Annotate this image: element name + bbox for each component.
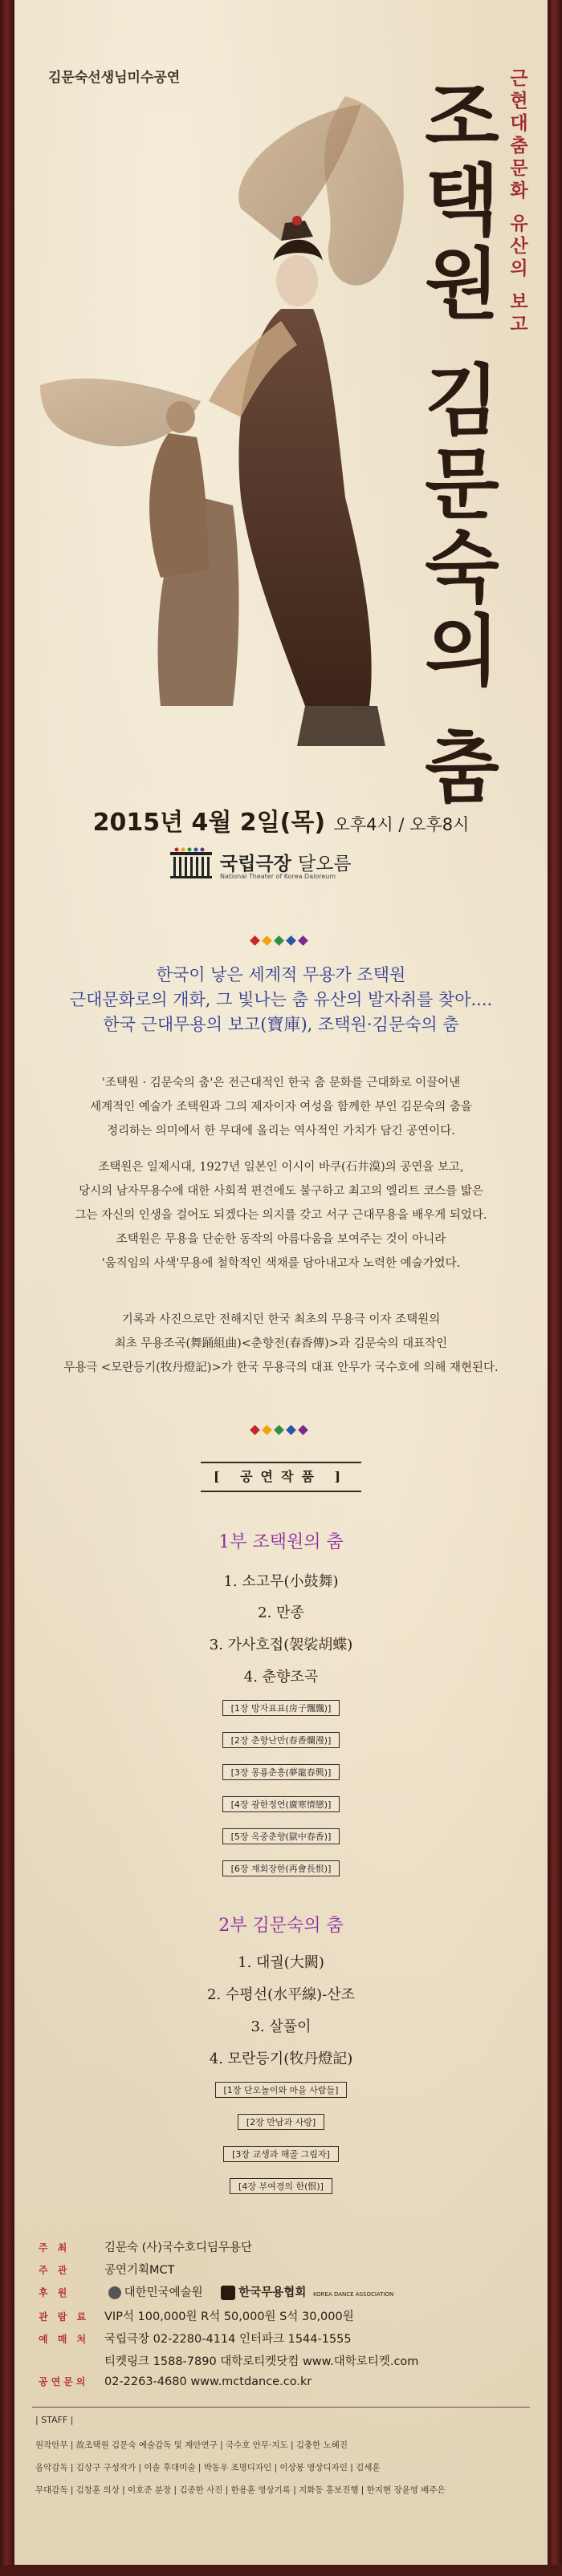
intro-lead	[14, 963, 548, 1037]
credit-value-2: 한국무용협회	[238, 2286, 307, 2299]
presenter-text: 김문숙선생님미수공연	[48, 70, 181, 86]
scene-row	[14, 1828, 548, 1844]
staff-line: 음악감독 | 김상구 구성작가 | 이솔 후대미술 | 박동우 조명디자인 | 이상봉 영상디자인 | 김세훈	[35, 2463, 381, 2473]
text-line: 정리하는 의미에서 한 무대에 올리는 역사적인 가치가 담긴 공연이다.	[107, 1125, 455, 1138]
program-item: 4. 모란등기(牧丹燈記)	[209, 2051, 353, 2067]
program-item: 1. 대궐(大闕)	[238, 1954, 324, 1971]
part2-title: 2부 김문숙의 춤	[218, 1916, 344, 1936]
scene-row	[14, 2145, 548, 2162]
credit-value: 공연기획MCT	[104, 2264, 175, 2277]
credit-ticket-price	[39, 2307, 354, 2324]
credit-key: 주 최	[39, 2242, 71, 2253]
performance-date: 2015년 4월 2일(목)	[92, 809, 326, 837]
credit-key: 후 원	[39, 2287, 71, 2298]
staff-box	[32, 2407, 530, 2542]
date-line	[14, 802, 548, 838]
text-line: 조택원은 무용을 단순한 동작의 아름다움을 보여주는 것이 아니라	[116, 1233, 446, 1246]
credit-value: 대한민국예술원	[124, 2286, 203, 2299]
performance-time: 오후4시 / 오후8시	[333, 815, 470, 834]
venue-hall: 달오름	[297, 854, 352, 874]
arts-academy-logo-icon	[108, 2286, 121, 2299]
program-item: 2. 만종	[258, 1604, 304, 1621]
lead-line: 한국 근대무용의 보고(寶庫), 조택원·김문숙의 춤	[103, 1015, 459, 1034]
venue-name	[220, 849, 352, 875]
scene-label: [5장 옥중춘향(獄中春香)]	[222, 1828, 340, 1844]
scene-row	[14, 2113, 548, 2130]
credit-key: 관 람 료	[39, 2311, 90, 2322]
text-line: 기록과 사진으로만 전해지던 한국 최초의 무용극 이자 조택원의	[121, 1313, 441, 1326]
program-item: 3. 가사호접(袈裟胡蝶)	[209, 1637, 353, 1653]
scene-label: [4장 부여경의 한(恨)]	[230, 2178, 332, 2194]
diamond-divider	[249, 1422, 313, 1431]
credit-booking	[39, 2330, 352, 2347]
scene-label: [3장 몽룡춘흥(夢龍春興)]	[222, 1764, 340, 1780]
text-line: 무용극 <모란등기(牧丹燈記)>가 한국 무용극의 대표 안무가 국수호에 의해 재현된다.	[63, 1361, 499, 1374]
scene-label: [3장 교생과 해골 그림자]	[223, 2146, 339, 2162]
credit-value-2-sub: KOREA DANCE ASSOCIATION	[312, 2291, 394, 2298]
diamond-divider	[249, 932, 313, 942]
scene-row	[14, 2081, 548, 2098]
credit-organizer	[39, 2238, 252, 2255]
credit-key: 주 관	[39, 2265, 71, 2276]
lead-line: 근대문화로의 개화, 그 빛나는 춤 유산의 발자취를 찾아....	[69, 990, 493, 1009]
credit-inquiry	[39, 2375, 312, 2388]
program-heading: [ 공연작품 ]	[201, 1462, 361, 1492]
main-title: 조택원 김문숙의 춤	[411, 76, 501, 810]
text-line: 조택원은 일제시대, 1927년 일본인 이시이 바쿠(石井漠)의 공연을 보고,	[98, 1161, 464, 1174]
credit-value: 02-2263-4680 www.mctdance.co.kr	[104, 2375, 312, 2388]
staff-line: 무대감독 | 김창훈 의상 | 이호준 분장 | 김종한 사진 | 한용훈 영상기록 | 지화동 홍보진행 | 한지현 장윤영 배주은	[35, 2485, 446, 2495]
scene-label: [1장 단오놀이와 마을 사람들]	[215, 2082, 348, 2098]
scene-label: [6장 재회장한(再會長恨)]	[222, 1860, 340, 1876]
program-item: 4. 춘향조곡	[243, 1669, 319, 1686]
dancer-illustration	[40, 80, 417, 754]
text-line: 세계적인 예술가 조택원과 그의 제자이자 여성을 함께한 부인 김문숙의 춤을	[90, 1101, 472, 1114]
intro-paragraph-2	[14, 1155, 548, 1276]
program-item: 3. 살풀이	[250, 2018, 312, 2035]
text-line: 최초 무용조곡(舞踊組曲)<춘향전(春香傳)>과 김문숙의 대표작인	[114, 1337, 448, 1350]
credit-value: 국립극장 02-2280-4114 인터파크 1544-1555	[104, 2333, 352, 2346]
intro-paragraph-3	[14, 1308, 548, 1380]
text-line: '조택원 · 김문숙의 춤'은 전근대적인 한국 춤 문화를 근대화로 이끌어낸	[101, 1077, 461, 1089]
venue-logo-text: 국립극장	[220, 854, 291, 874]
credit-key: 공연문의	[39, 2376, 89, 2387]
staff-line: 원작안무 | 故조택원 김문숙 예술감독 및 재안연구 | 국수호 안무·지도 | 김충한 노혜진	[35, 2440, 348, 2450]
scene-row	[14, 1731, 548, 1748]
text-line: '움직임의 사색'무용에 철학적인 색채를 담아내고자 노력한 예술가였다.	[101, 1257, 461, 1270]
left-frame-border	[0, 0, 14, 2576]
venue-english: National Theater of Korea Daloreum	[220, 873, 336, 880]
text-line: 그는 자신의 인생을 걸어도 되겠다는 의지를 갖고 서구 근대무용을 배우게 되었다.	[75, 1209, 487, 1222]
scene-row	[14, 1699, 548, 1716]
subtitle: 근현대춤문화 유산의 보고	[507, 68, 527, 337]
credit-management	[39, 2261, 175, 2278]
credit-value: 김문숙 (사)국수호디딤무용단	[104, 2241, 253, 2254]
credit-value: VIP석 100,000원 R석 50,000원 S석 30,000원	[104, 2310, 354, 2323]
lead-line: 한국이 낳은 세계적 무용가 조택원	[156, 965, 406, 984]
program-item: 1. 소고무(小鼓舞)	[223, 1573, 339, 1590]
program-item: 2. 수평선(水平線)-산조	[207, 1986, 355, 2003]
venue-logo	[161, 841, 401, 884]
right-frame-border	[548, 0, 562, 2576]
scene-label: [2장 춘향난만(春香爛漫)]	[222, 1732, 340, 1748]
scene-row	[14, 1763, 548, 1780]
bottom-frame-border	[0, 2565, 562, 2576]
scene-row	[14, 2177, 548, 2194]
scene-label: [4장 광한정연(廣寒情戀)]	[222, 1796, 340, 1812]
staff-label: | STAFF |	[35, 2415, 74, 2425]
text-line: 당시의 남자무용수에 대한 사회적 편견에도 불구하고 최고의 엘리트 코스를 밟은	[79, 1185, 483, 1198]
dance-association-logo-icon	[221, 2286, 235, 2300]
credit-booking-2	[39, 2352, 418, 2369]
intro-paragraph-1	[14, 1071, 548, 1143]
scene-label: [2장 만남과 사랑]	[238, 2114, 324, 2130]
scene-label: [1장 방자표표(房子飄飄)]	[222, 1700, 340, 1716]
credit-sponsor	[39, 2283, 393, 2300]
part1-title: 1부 조택원의 춤	[218, 1532, 344, 1552]
theater-logo-icon	[167, 847, 215, 879]
credit-value: 티켓링크 1588-7890 대학로티켓닷컴 www.대학로티켓.com	[104, 2355, 419, 2368]
credit-key: 예 매 처	[39, 2334, 90, 2345]
scene-row	[14, 1860, 548, 1876]
scene-row	[14, 1795, 548, 1812]
